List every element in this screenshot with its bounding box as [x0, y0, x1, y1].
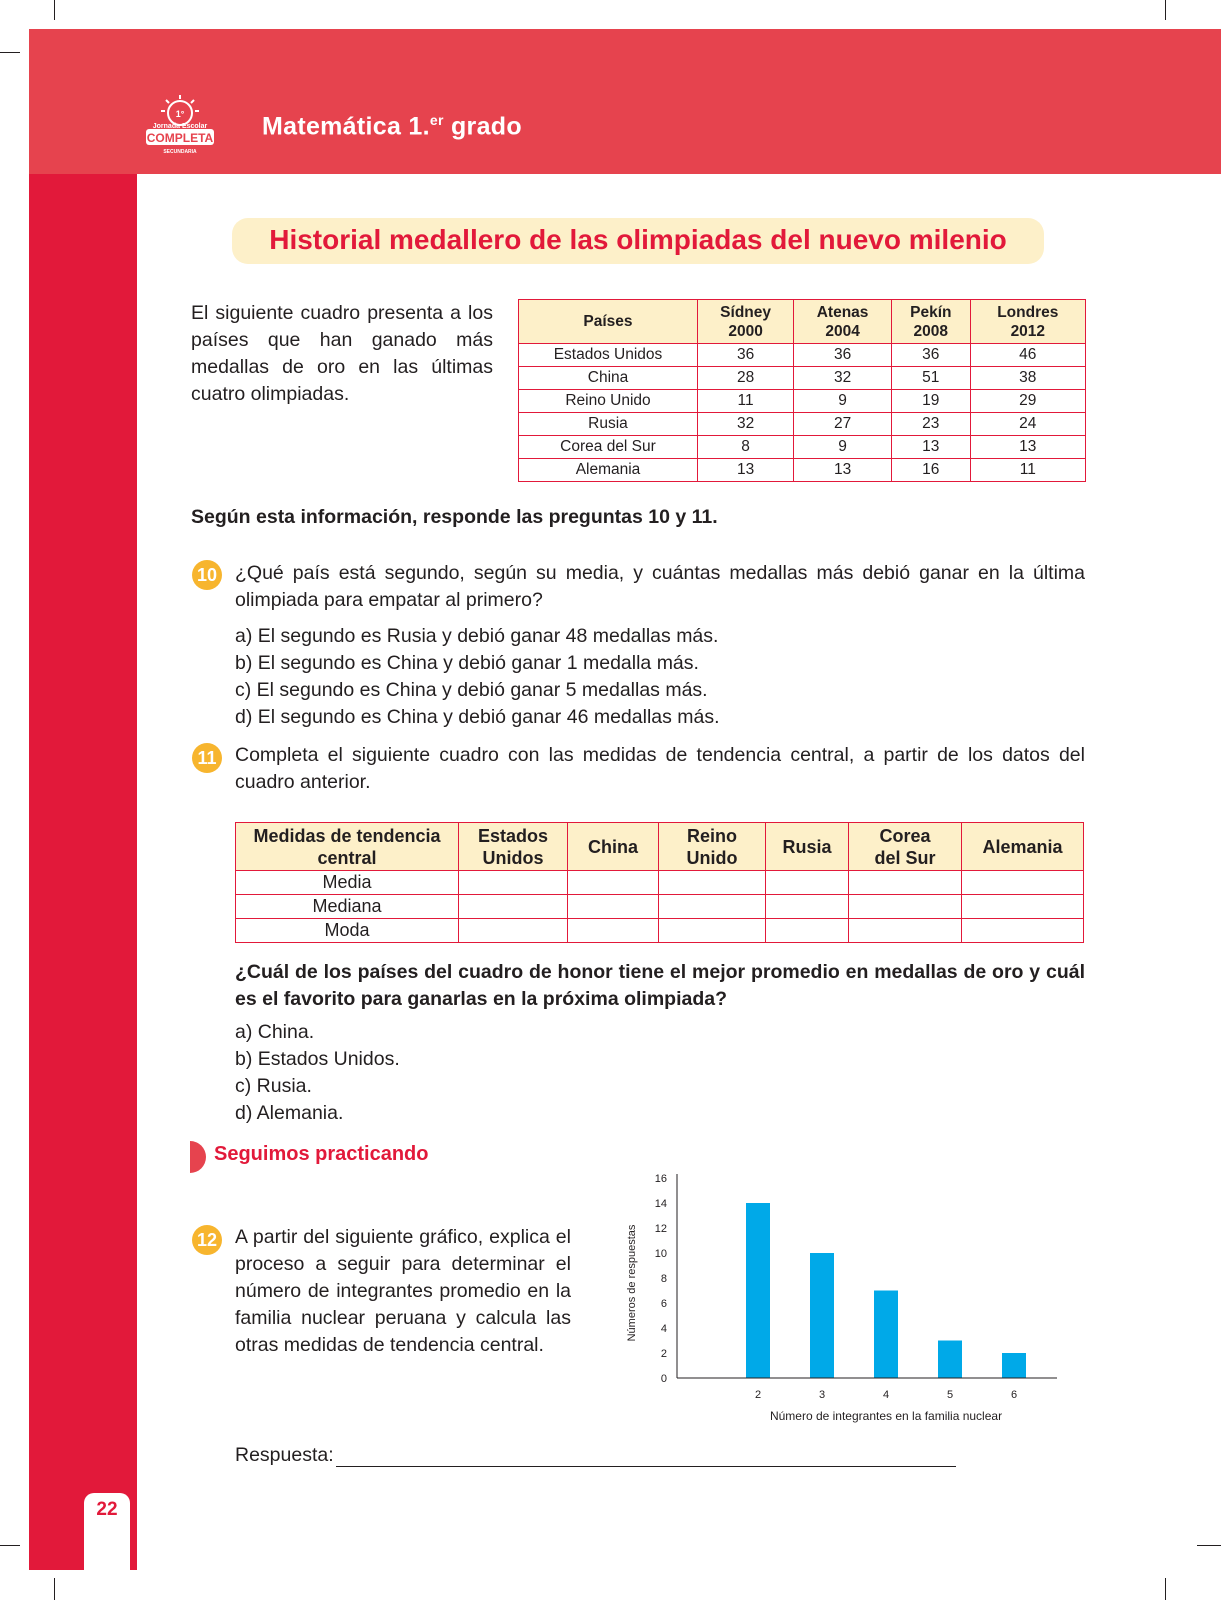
q10-option-b: b) El segundo es China y debió ganar 1 medalla más. [235, 652, 699, 674]
value-cell: 51 [891, 367, 970, 390]
y-tick-label: 4 [660, 1323, 667, 1335]
value-cell: 11 [970, 459, 1085, 482]
q11-option-d: d) Alemania. [235, 1102, 344, 1124]
answer-cell[interactable] [459, 895, 568, 919]
instruction-text: Según esta información, responde las preguntas 10 y 11. [191, 506, 718, 528]
x-tick-label: 3 [818, 1389, 826, 1401]
logo-text-2: COMPLETA [146, 131, 214, 145]
header-cell: Países [519, 300, 698, 344]
bar [938, 1341, 962, 1379]
x-axis-ticks [755, 1389, 1017, 1401]
crop-mark [1165, 0, 1166, 20]
crop-mark [1197, 1545, 1221, 1546]
seguimos-heading: Seguimos practicando [214, 1143, 429, 1165]
table-row [236, 871, 1084, 895]
medal-table [518, 299, 1086, 482]
answer-cell[interactable] [659, 919, 766, 943]
country-cell: Alemania [519, 459, 698, 482]
question-number-12: 12 [192, 1225, 222, 1255]
y-tick-label: 6 [660, 1298, 667, 1310]
section-title-band [232, 218, 1044, 264]
value-cell: 28 [698, 367, 794, 390]
header-cell: Alemania [962, 823, 1084, 871]
svg-text:1°: 1° [175, 109, 185, 119]
measure-label: Moda [236, 919, 459, 943]
measure-label: Media [236, 871, 459, 895]
answer-cell[interactable] [766, 895, 849, 919]
y-tick-label: 0 [660, 1373, 667, 1385]
value-cell: 8 [698, 436, 794, 459]
value-cell: 27 [794, 413, 892, 436]
header-cell: Sídney 2000 [698, 300, 794, 344]
logo-text-3: SECUNDARIA [163, 149, 197, 155]
value-cell: 13 [698, 459, 794, 482]
bar [746, 1203, 770, 1378]
header-cell: Londres 2012 [970, 300, 1085, 344]
header-cell: Estados Unidos [459, 823, 568, 871]
answer-cell[interactable] [568, 895, 659, 919]
table-header-row [236, 823, 1084, 871]
answer-cell[interactable] [459, 919, 568, 943]
y-tick-label: 8 [660, 1273, 667, 1285]
logo-text-1: Jornada Escolar [152, 123, 208, 130]
followup-question: ¿Cuál de los países del cuadro de honor tiene el mejor promedio en medallas de oro y cuál es el favorito para ganarlas en la próxima olimpiada? [235, 961, 1085, 1010]
answer-cell[interactable] [766, 919, 849, 943]
x-tick-label: 4 [882, 1389, 890, 1401]
bar [874, 1291, 898, 1379]
table-row [236, 895, 1084, 919]
value-cell: 32 [794, 367, 892, 390]
value-cell: 11 [698, 390, 794, 413]
page-number: 22 [96, 1499, 118, 1520]
y-tick-label: 10 [654, 1248, 667, 1260]
value-cell: 23 [891, 413, 970, 436]
value-cell: 13 [794, 459, 892, 482]
answer-cell[interactable] [568, 871, 659, 895]
answer-cell[interactable] [459, 871, 568, 895]
value-cell: 9 [794, 436, 892, 459]
table-row [236, 919, 1084, 943]
x-axis-label: Número de integrantes en la familia nuclear [769, 1409, 1003, 1423]
value-cell: 13 [970, 436, 1085, 459]
crop-mark [1165, 1578, 1166, 1600]
q11-option-b: b) Estados Unidos. [235, 1048, 400, 1070]
question-number-10: 10 [192, 560, 222, 590]
crop-mark [0, 52, 20, 53]
country-cell: Reino Unido [519, 390, 698, 413]
bars [746, 1203, 1026, 1378]
answer-cell[interactable] [766, 871, 849, 895]
header-cell: Reino Unido [659, 823, 766, 871]
answer-cell[interactable] [962, 895, 1084, 919]
header-cell: Pekín 2008 [891, 300, 970, 344]
y-axis-label: Números de respuestas [626, 1224, 638, 1342]
bar [810, 1253, 834, 1378]
answer-label: Respuesta: [235, 1444, 334, 1466]
answer-cell[interactable] [568, 919, 659, 943]
q10-option-c: c) El segundo es China y debió ganar 5 medallas más. [235, 679, 708, 701]
header-cell: Rusia [766, 823, 849, 871]
y-tick-label: 12 [654, 1223, 667, 1235]
answer-cell[interactable] [962, 871, 1084, 895]
value-cell: 19 [891, 390, 970, 413]
table-row [519, 344, 1086, 367]
question-number-11: 11 [192, 743, 222, 773]
jornada-completa-logo [140, 95, 220, 157]
country-cell: Estados Unidos [519, 344, 698, 367]
value-cell: 13 [891, 436, 970, 459]
side-band [29, 174, 137, 1570]
question-12-text: A partir del siguiente gráfico, explica el proceso a seguir para determinar el número de integrantes promedio en la familia nuclear peruana y calcula las otras medidas de tendencia central. [235, 1226, 571, 1356]
x-tick-label: 5 [946, 1389, 954, 1401]
table-row [519, 390, 1086, 413]
measure-label: Mediana [236, 895, 459, 919]
central-tendency-table [235, 822, 1084, 943]
answer-cell[interactable] [849, 871, 962, 895]
table-row [519, 459, 1086, 482]
y-tick-label: 16 [654, 1173, 667, 1185]
value-cell: 38 [970, 367, 1085, 390]
header-cell: Atenas 2004 [794, 300, 892, 344]
value-cell: 46 [970, 344, 1085, 367]
question-11-text: Completa el siguiente cuadro con las medidas de tendencia central, a partir de los datos del cuadro anterior. [235, 744, 1085, 793]
crop-mark [0, 1545, 20, 1546]
y-tick-label: 2 [660, 1348, 667, 1360]
table-row [519, 367, 1086, 390]
country-cell: Corea del Sur [519, 436, 698, 459]
section-marker [190, 1141, 206, 1173]
value-cell: 16 [891, 459, 970, 482]
table-row [519, 436, 1086, 459]
value-cell: 36 [891, 344, 970, 367]
intro-paragraph: El siguiente cuadro presenta a los países que han ganado más medallas de oro en las últimas cuatro olimpiadas. [191, 302, 493, 405]
answer-cell[interactable] [849, 919, 962, 943]
section-title: Historial medallero de las olimpiadas del nuevo milenio [269, 224, 1007, 255]
header-cell: China [568, 823, 659, 871]
table-header-row [519, 300, 1086, 344]
answer-line[interactable] [336, 1466, 956, 1467]
q11-option-c: c) Rusia. [235, 1075, 312, 1097]
q10-option-a: a) El segundo es Rusia y debió ganar 48 medallas más. [235, 625, 719, 647]
country-cell: Rusia [519, 413, 698, 436]
value-cell: 36 [698, 344, 794, 367]
answer-cell[interactable] [849, 895, 962, 919]
country-cell: China [519, 367, 698, 390]
bar [1002, 1353, 1026, 1378]
x-tick-label: 6 [1010, 1389, 1018, 1401]
answer-cell[interactable] [659, 895, 766, 919]
header-cell: Medidas de tendencia central [236, 823, 459, 871]
header-cell: Corea del Sur [849, 823, 962, 871]
q10-option-d: d) El segundo es China y debió ganar 46 medallas más. [235, 706, 720, 728]
y-tick-label: 14 [654, 1198, 667, 1210]
value-cell: 32 [698, 413, 794, 436]
answer-cell[interactable] [962, 919, 1084, 943]
x-tick-label: 2 [754, 1389, 762, 1401]
value-cell: 29 [970, 390, 1085, 413]
crop-mark [54, 1578, 55, 1600]
q11-option-a: a) China. [235, 1021, 315, 1043]
crop-mark [54, 0, 55, 20]
value-cell: 24 [970, 413, 1085, 436]
value-cell: 9 [794, 390, 892, 413]
answer-cell[interactable] [659, 871, 766, 895]
book-title: Matemática 1.$^{er}$ grado [262, 112, 522, 141]
y-axis-ticks [655, 1173, 667, 1385]
bar-chart [625, 1160, 1085, 1430]
question-10-text: ¿Qué país está segundo, según su media, y cuántas medallas más debió ganar en la última olimpiada para empatar al primero? [235, 562, 1085, 611]
table-row [519, 413, 1086, 436]
page-number-tab [84, 1493, 130, 1571]
value-cell: 36 [794, 344, 892, 367]
